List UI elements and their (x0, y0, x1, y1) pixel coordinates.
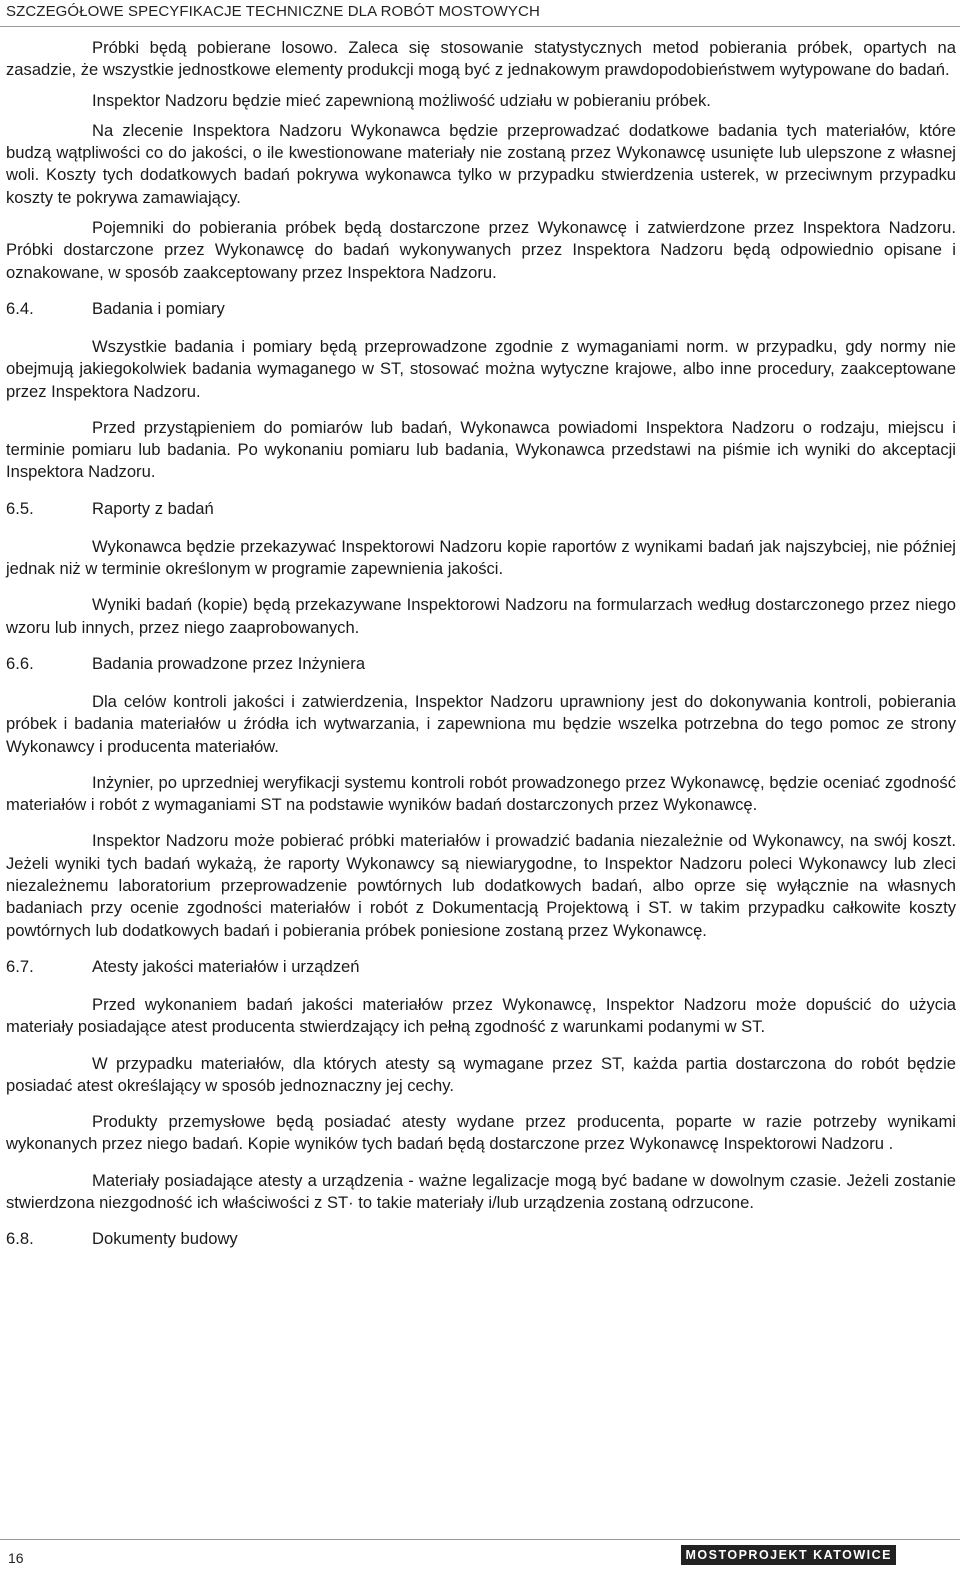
section-title: Badania i pomiary (92, 298, 225, 318)
document-body (6, 37, 956, 1266)
section-heading-6-8 (6, 1228, 956, 1250)
paragraph: Inspektor Nadzoru może pobierać próbki materiałów i prowadzić badania niezależnie od Wykonawcy, na swój koszt. Jeżeli wyniki tych badań wykażą, że raporty Wykonawcy są niewiarygodne, to Inspektor Nadzoru poleci Wykonawcy lub zleci niezależnemu laboratorium przeprowadzenie powtórnych lub dodatkowych badań, albo oprze się wyłącznie na własnych badaniach przy ocenie zgodności materiałów i robót z Dokumentacją Projektową i ST. w takim przypadku całkowite koszty powtórnych lub dodatkowych badań i pobierania próbek poniesione zostaną przez Wykonawcę. (6, 831, 956, 940)
paragraph: Przed przystąpieniem do pomiarów lub badań, Wykonawca powiadomi Inspektora Nadzoru o rodzaju, miejscu i terminie pomiaru lub badania. Po wykonaniu pomiaru lub badania, Wykonawca przedstawi na piśmie ich wyniki do akceptacji Inspektora Nadzoru. (6, 417, 956, 482)
paragraph: Dla celów kontroli jakości i zatwierdzenia, Inspektor Nadzoru uprawniony jest do dokonywania kontroli, pobierania próbek i badania materiałów u źródła ich wytwarzania, i zapewniona mu będzie wszelka potrzebna do tego pomoc ze strony Wykonawcy i producenta materiałów. (6, 691, 956, 756)
page-number: 16 (8, 1550, 24, 1566)
paragraph: Wszystkie badania i pomiary będą przeprowadzone zgodnie z wymaganiami norm. w przypadku, gdy normy nie obejmują jakiegokolwiek badania wymaganego w ST, stosować można wytyczne krajowe, albo inne procedury, zaakceptowane przez Inspektora Nadzoru. (6, 336, 956, 401)
paragraph: Materiały posiadające atesty a urządzenia - ważne legalizacje mogą być badane w dowolnym czasie. Jeżeli zostanie stwierdzona niezgodność ich właściwości z ST· to takie materiały i/lub urządzenia zostaną odrzucone. (6, 1170, 956, 1212)
section-number: 6.8. (6, 1229, 34, 1249)
paragraph: Próbki będą pobierane losowo. Zaleca się stosowanie statystycznych metod pobierania próbek, opartych na zasadzie, że wszystkie jednostkowe elementy produkcji mogą być z jednakowym prawdopodobieństwem wytypowane do badań. (6, 38, 956, 80)
section-number: 6.5. (6, 498, 34, 518)
section-heading-6-4 (6, 298, 956, 320)
section-title: Atesty jakości materiałów i urządzeń (92, 956, 360, 976)
company-logo (681, 1545, 896, 1565)
section-title: Raporty z badań (92, 498, 214, 518)
paragraph: W przypadku materiałów, dla których atesty są wymagane przez ST, każda partia dostarczona do robót będzie posiadać atest określający w sposób jednoznaczny jej cechy. (6, 1053, 956, 1095)
logo-text: MOSTOPROJEKT KATOWICE (681, 1545, 896, 1565)
paragraph: Na zlecenie Inspektora Nadzoru Wykonawca będzie przeprowadzać dodatkowe badania tych materiałów, które budzą wątpliwości co do jakości, o ile kwestionowane materiały nie zostaną przez Wykonawcę usunięte lub ulepszone z własnej woli. Koszty tych dodatkowych badań pokrywa wykonawca tylko w przypadku stwierdzenia usterek, w przeciwnym przypadku koszty te pokrywa zamawiający. (6, 120, 956, 207)
section-number: 6.4. (6, 298, 34, 318)
section-title: Dokumenty budowy (92, 1229, 238, 1249)
section-title: Badania prowadzone przez Inżyniera (92, 653, 366, 673)
paragraph: Produkty przemysłowe będą posiadać atesty wydane przez producenta, poparte w razie potrzeby wynikami wykonanych przez niego badań. Kopie wyników tych badań będą dostarczone przez Wykonawcę Inspektorowi Nadzoru . (6, 1112, 956, 1154)
paragraph: Wyniki badań (kopie) będą przekazywane Inspektorowi Nadzoru na formularzach według dostarczonego przez niego wzoru lub innych, przez niego zaaprobowanych. (6, 595, 956, 637)
paragraph: Przed wykonaniem badań jakości materiałów przez Wykonawcę, Inspektor Nadzoru może dopuścić do użycia materiały posiadające atest producenta stwierdzający ich pełną zgodność z warunkami podanymi w ST. (6, 994, 956, 1037)
paragraph: Inspektor Nadzoru będzie mieć zapewnioną możliwość udziału w pobieraniu próbek. (92, 90, 711, 110)
section-heading-6-6 (6, 653, 956, 675)
section-heading-6-5 (6, 498, 956, 520)
page-footer (0, 1539, 960, 1570)
paragraph: Pojemniki do pobierania próbek będą dostarczone przez Wykonawcę i zatwierdzone przez Inspektora Nadzoru. Próbki dostarczone przez Wykonawcę do badań wykonywanych przez Inspektora Nadzoru będą odpowiednio opisane i oznakowane, w sposób zaakceptowany przez Inspektora Nadzoru. (6, 218, 956, 282)
section-number: 6.6. (6, 653, 34, 673)
paragraph: Wykonawca będzie przekazywać Inspektorowi Nadzoru kopie raportów z wynikami badań jak najszybciej, nie później jednak niż w terminie określonym w programie zapewnienia jakości. (6, 536, 956, 579)
section-number: 6.7. (6, 956, 34, 976)
paragraph: Inżynier, po uprzedniej weryfikacji systemu kontroli robót prowadzonego przez Wykonawcę, będzie oceniać zgodność materiałów i robót z wymaganiami ST na podstawie wyników badań dostarczonych przez Wykonawcę. (6, 772, 956, 815)
page-header (0, 0, 960, 27)
header-title: SZCZEGÓŁOWE SPECYFIKACJE TECHNICZNE DLA ROBÓT MOSTOWYCH (6, 3, 540, 20)
section-heading-6-7 (6, 956, 956, 978)
